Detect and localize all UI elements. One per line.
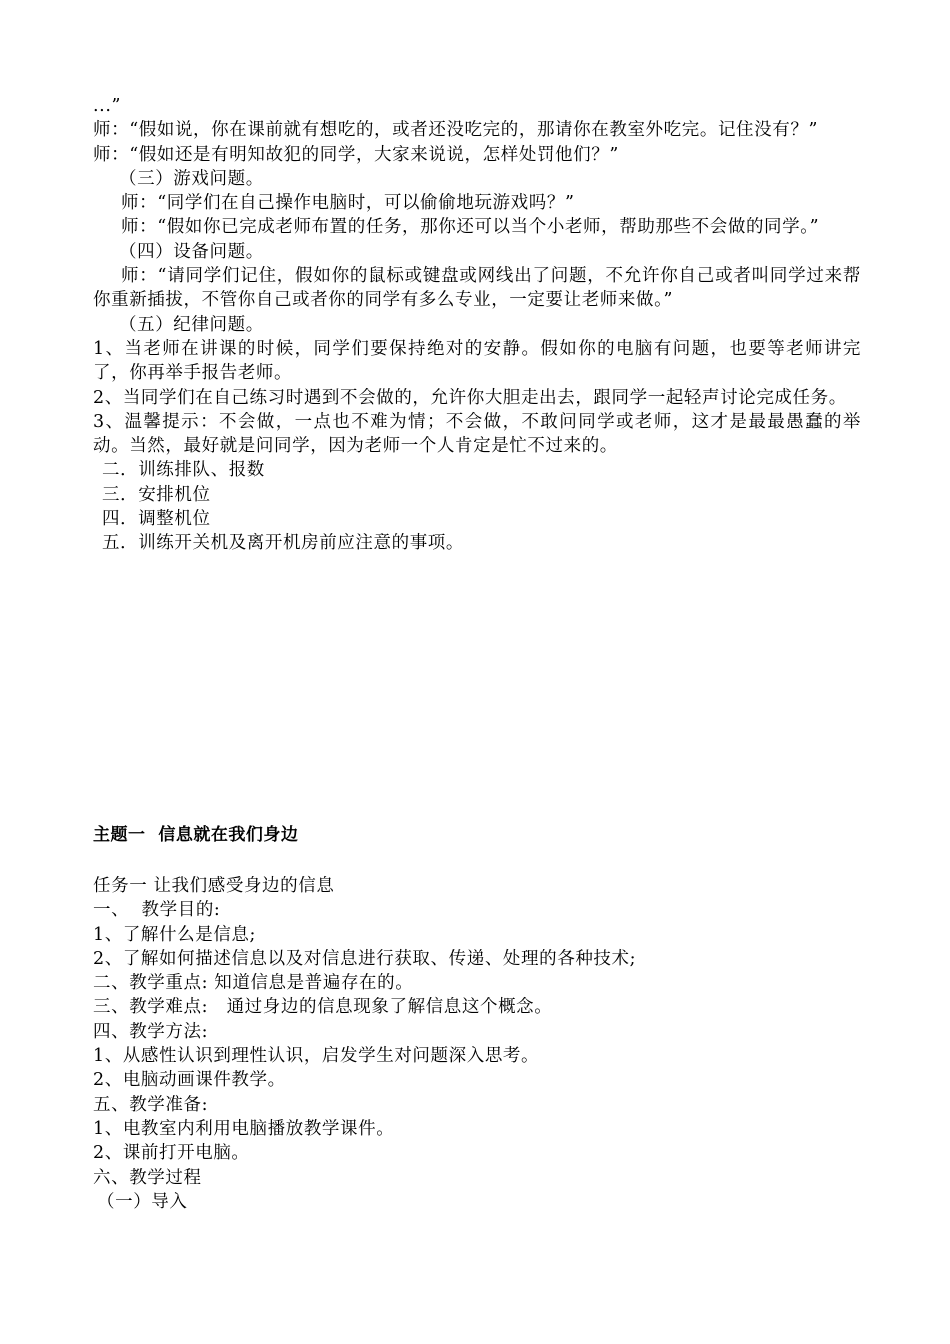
teacher-line-helper: 师：“假如你已完成老师布置的任务，那你还可以当个小老师，帮助那些不会做的同学。” <box>121 217 820 238</box>
teacher-line-eating: 师：“假如说，你在课前就有想吃的，或者还没吃完的，那请你在教室外吃完。记住没有？” <box>93 120 818 141</box>
objective-item-1: 1、了解什么是信息; <box>93 924 257 945</box>
process-item-intro: （一）导入 <box>97 1191 188 1212</box>
preparation-item-2: 2、课前打开电脑。 <box>93 1143 250 1164</box>
section-item-queue: 二．训练排队、报数 <box>102 460 265 481</box>
teacher-line-equipment: 师：“请同学们记住，假如你的鼠标或键盘或网线出了问题，不允许你自己或者叫同学过来帮你重新插拔，不管你自己或者你的同学有多么专业，一定要让老师来做。” <box>93 266 861 311</box>
methods-heading: 四、教学方法: <box>93 1021 209 1042</box>
objectives-heading: 一、 教学目的: <box>93 900 221 921</box>
classroom-rules-section <box>93 94 861 556</box>
subheading-games: （三）游戏问题。 <box>119 168 264 189</box>
process-heading: 六、教学过程 <box>93 1167 202 1188</box>
preparation-item-1: 1、电教室内利用电脑播放教学课件。 <box>93 1118 395 1139</box>
objective-item-2: 2、了解如何描述信息以及对信息进行获取、传递、处理的各种技术; <box>93 948 637 969</box>
discipline-item-3: 3、温馨提示：不会做，一点也不难为情；不会做，不敢问同学或老师，这才是最最愚蠢的举动。当然，最好就是问同学，因为老师一个人肯定是忙不过来的。 <box>93 411 861 457</box>
task-title: 任务一 让我们感受身边的信息 <box>93 876 335 896</box>
key-point-line: 二、教学重点: 知道信息是普遍存在的。 <box>93 973 414 994</box>
ellipsis-line: ...” <box>93 96 122 116</box>
lesson-plan-section <box>93 874 861 1214</box>
topic-heading: 主题一 信息就在我们身边 <box>93 825 299 845</box>
method-item-1: 1、从感性认识到理性认识，启发学生对问题深入思考。 <box>93 1046 540 1067</box>
difficulty-line: 三、教学难点: 通过身边的信息现象了解信息这个概念。 <box>93 997 553 1018</box>
preparation-heading: 五、教学准备: <box>93 1094 209 1115</box>
subheading-equipment: （四）设备问题。 <box>119 241 264 262</box>
method-item-2: 2、电脑动画课件教学。 <box>93 1070 286 1091</box>
discipline-item-2: 2、当同学们在自己练习时遇到不会做的，允许你大胆走出去，跟同学一起轻声讨论完成任务。 <box>93 387 847 408</box>
topic-heading-block <box>93 823 861 847</box>
teacher-line-punish: 师：“假如还是有明知故犯的同学，大家来说说，怎样处罚他们？” <box>93 144 619 165</box>
teacher-line-games: 师：“同学们在自己操作电脑时，可以偷偷地玩游戏吗？” <box>121 193 575 214</box>
discipline-item-1: 1、当老师在讲课的时候，同学们要保持绝对的安静。假如你的电脑有问题，也要等老师讲完了，你再举手报告老师。 <box>93 338 861 384</box>
section-item-seats: 三．安排机位 <box>102 484 211 505</box>
subheading-discipline: （五）纪律问题。 <box>119 314 264 335</box>
section-item-adjust-seats: 四．调整机位 <box>102 509 211 530</box>
section-item-power: 五．训练开关机及离开机房前应注意的事项。 <box>102 533 464 554</box>
